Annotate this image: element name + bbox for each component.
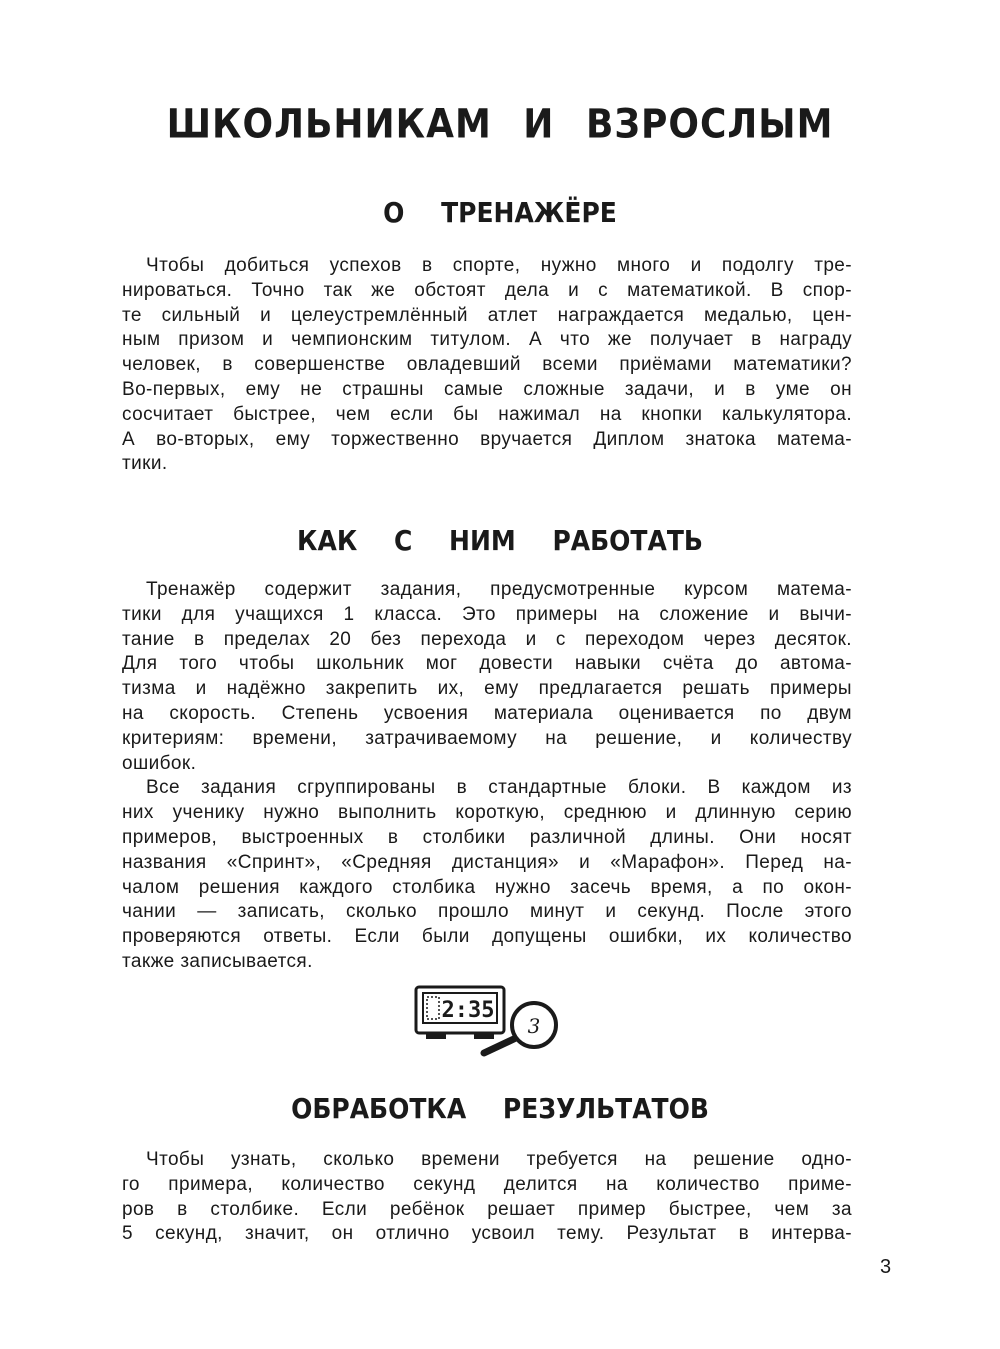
text-line: Чтобы узнать, сколько времени требуется на решение одно- <box>146 1149 852 1170</box>
section-heading-how-to: КАК С НИМ РАБОТАТЬ <box>297 524 703 557</box>
text-line: названия «Спринт», «Средняя дистанция» и «Марафон». Перед на- <box>122 851 852 873</box>
text-line: ров в столбике. Если ребёнок решает пример быстрее, чем за <box>122 1198 852 1220</box>
timer-magnifier-illustration <box>414 985 564 1057</box>
text-line: Тренажёр содержит задания, предусмотренные курсом матема- <box>146 579 852 600</box>
section-heading-results: ОБРАБОТКА РЕЗУЛЬТАТОВ <box>291 1092 709 1125</box>
text-line: примеров, выстроенных в столбики различной длины. Они носят <box>122 826 852 848</box>
text-line: чании — записать, сколько прошло минут и секунд. После этого <box>122 901 852 923</box>
text-line: го примера, количество секунд делится на количество приме- <box>122 1173 852 1195</box>
text-line: Все задания сгруппированы в стандартные блоки. В каждом из <box>146 777 852 799</box>
text-line: на скорость. Степень усвоения материала оценивается по двум <box>122 702 852 724</box>
text-line: Чтобы добиться успехов в спорте, нужно много и подолгу тре- <box>146 255 852 276</box>
text-line: 5 секунд, значит, он отлично усвоил тему. Результат в интерва- <box>122 1223 852 1245</box>
page-title: ШКОЛЬНИКАМ И ВЗРОСЛЫМ <box>166 101 834 148</box>
text-line: ошибок. <box>122 752 197 774</box>
text-line: ным призом и чемпионским титулом. А что же получает в награду <box>122 329 852 351</box>
page-number: 3 <box>880 1256 892 1278</box>
timer-display: 2:35 <box>441 998 495 1023</box>
section-text-about <box>122 254 852 477</box>
text-line: них ученику нужно выполнить короткую, среднюю и длинную серию <box>122 802 852 824</box>
text-line: также записывается. <box>122 950 313 972</box>
text-line: тизма и надёжно закрепить их, ему предлагается решать примеры <box>122 678 852 700</box>
text-line: А во-вторых, ему торжественно вручается Диплом знатока матема- <box>122 428 852 450</box>
text-line: сосчитает быстрее, чем если бы нажимал на кнопки калькулятора. <box>122 403 852 425</box>
text-line: тание в пределах 20 без перехода и с переходом через десяток. <box>122 628 852 650</box>
text-line: чалом решения каждого столбика нужно засечь время, а по окон- <box>122 876 852 898</box>
text-line: критериям: времени, затрачиваемому на решение, и количеству <box>122 727 852 749</box>
stopwatch-icon <box>416 987 504 1039</box>
text-line: нироваться. Точно так же обстоят дела и с математикой. В спор- <box>122 279 852 301</box>
text-line: проверяются ответы. Если были допущены ошибки, их количество <box>122 926 852 948</box>
text-line: те сильный и целеустремлённый атлет награждается медалью, цен- <box>122 304 852 326</box>
text-line: тики. <box>122 453 168 475</box>
text-line: тики для учащихся 1 класса. Это примеры на сложение и вычи- <box>122 603 852 625</box>
text-line: Во-первых, ему не страшны самые сложные задачи, и в уме он <box>122 378 852 400</box>
magnifier-digit: 3 <box>527 1014 541 1038</box>
section-text-results <box>122 1148 852 1247</box>
section-heading-about: О ТРЕНАЖЁРЕ <box>383 196 617 229</box>
text-line: человек, в совершенстве овладевший всеми приёмами математики? <box>122 354 852 376</box>
text-line: Для того чтобы школьник мог довести навыки счёта до автома- <box>122 653 852 675</box>
section-text-how-to <box>122 578 852 975</box>
